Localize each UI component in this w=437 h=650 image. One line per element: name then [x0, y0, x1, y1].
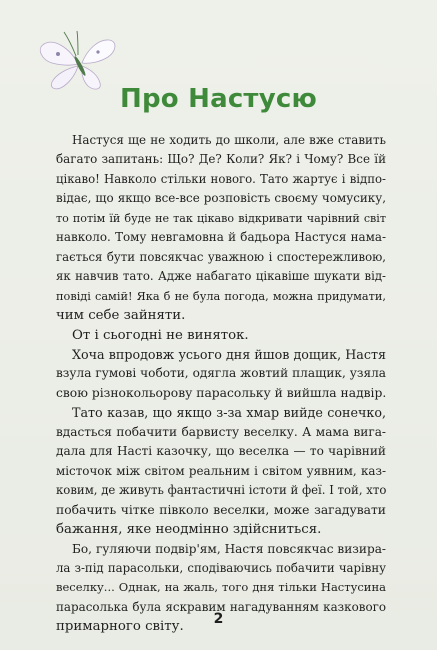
text-line: свою різнокольорову парасольку й вийшла надвір.: [56, 385, 387, 400]
text-line: взула гумові чоботи, одягла жовтий плащик, узяла: [56, 366, 386, 381]
page-number: 2: [213, 611, 224, 627]
text-line: парасолька була яскравим нагадуванням казкового: [56, 599, 386, 614]
text-line: примарного світу.: [56, 619, 184, 635]
text-line: відає, що якщо все-все розповість своєму чомусику,: [56, 191, 386, 206]
text-line: чим себе зайняти.: [56, 308, 186, 324]
body-text: [56, 131, 386, 637]
text-line: ла з-під парасольки, сподіваючись побачити чарівну: [56, 560, 386, 575]
text-line: ковим, де живуть фантастичні істоти й феї. І той, хто: [56, 483, 387, 498]
text-line: дала для Насті казочку, що веселка — то чарівний: [56, 444, 386, 459]
text-line: побачить чітке півколо веселки, може загадувати: [56, 502, 386, 517]
text-line: місточок між світом реальним і світом уявним, каз-: [56, 463, 386, 478]
text-line: веселку... Однак, на жаль, того дня тільки Настусина: [56, 580, 386, 595]
text-line: цікаво! Навколо стільки нового. Тато жартує і відпо-: [56, 171, 386, 186]
text-line: Хоча впродовж усього дня йшов дощик, Настя: [72, 346, 386, 362]
text-line: повіді самій! Яка б не була погода, можна придумати,: [56, 289, 386, 303]
text-line: Тато казав, що якщо з-за хмар вийде сонечко,: [72, 405, 386, 421]
text-line: навколо. Тому невгамовна й бадьора Настуся нама-: [56, 230, 386, 245]
text-line: то потім їй буде не так цікаво відкривати чарівний світ: [56, 211, 386, 225]
text-line: багато запитань: Що? Де? Коли? Як? і Чому? Все їй: [56, 152, 386, 167]
text-line: Настуся ще не ходить до школи, але вже ставить: [72, 133, 386, 147]
text-line: Бо, гуляючи подвір'ям, Настя повсякчас визира-: [72, 541, 386, 556]
text-line: як навчив тато. Адже набагато цікавіше шукати від-: [56, 269, 386, 284]
text-line: От і сьогодні не виняток.: [72, 327, 249, 343]
text-line: вдасться побачити барвисту веселку. А мама вига-: [56, 424, 386, 439]
page-title: Про Настусю: [120, 84, 317, 114]
text-line: гається бути повсякчас уважною і спостережливою,: [56, 249, 386, 264]
text-line: бажання, яке неодмінно здійсниться.: [56, 522, 322, 538]
